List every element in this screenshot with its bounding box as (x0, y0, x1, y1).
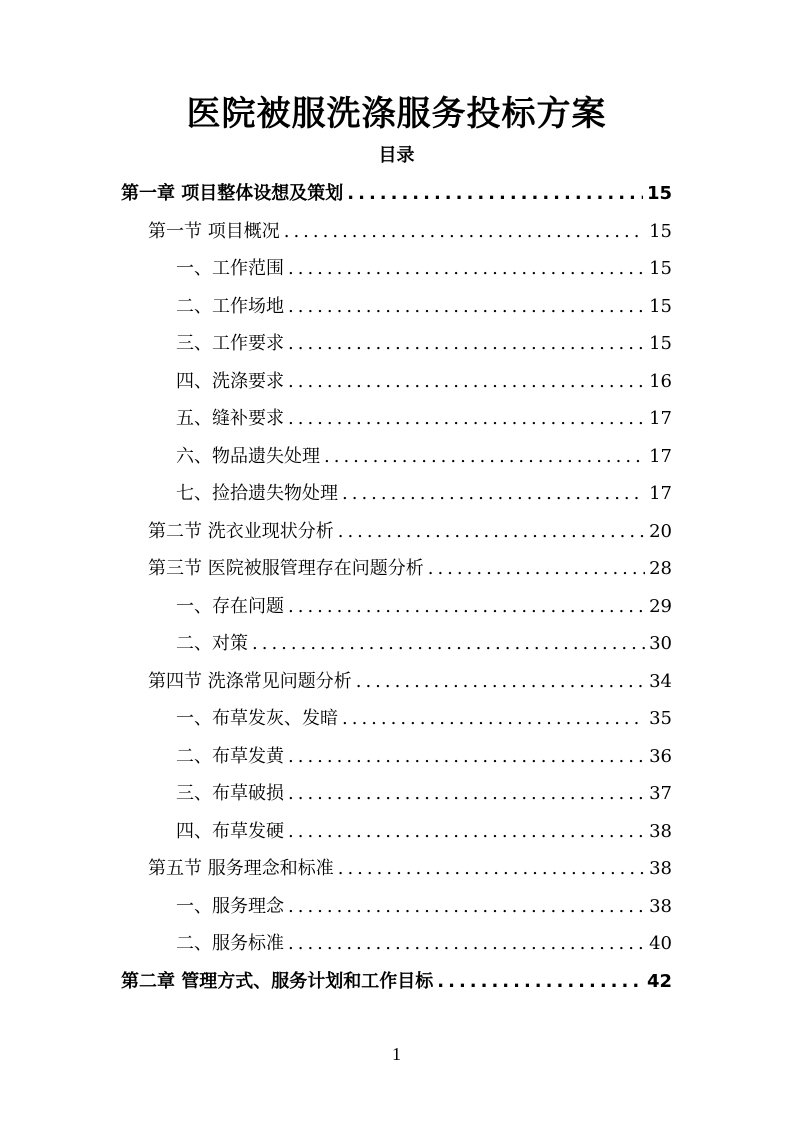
toc-dot-leader (342, 475, 645, 512)
toc-entry-page-number: 42 (646, 970, 672, 992)
toc-entry-label: 第二章 管理方式、服务计划和工作目标 (121, 970, 434, 992)
toc-entry[interactable] (176, 775, 672, 812)
toc-entry-page-number: 20 (649, 520, 672, 542)
toc-entry-label: 第五节 服务理念和标准 (148, 858, 334, 879)
toc-entry-label: 一、存在问题 (176, 595, 284, 617)
toc-entry-page-number: 29 (649, 595, 672, 617)
toc-dot-leader (284, 213, 645, 250)
toc-dot-leader (252, 625, 645, 662)
toc-entry-label: 二、服务标准 (176, 933, 284, 954)
toc-entry[interactable] (176, 738, 672, 775)
toc-entry[interactable] (176, 250, 672, 287)
toc-dot-leader (324, 438, 645, 475)
toc-entry-page-number: 36 (649, 745, 672, 767)
toc-entry-label: 四、洗涤要求 (176, 370, 284, 392)
toc-entry[interactable] (148, 550, 672, 587)
toc-dot-leader (338, 513, 645, 550)
toc-entry[interactable] (148, 513, 672, 550)
toc-entry[interactable] (176, 325, 672, 362)
toc-dot-leader (288, 288, 645, 325)
document-title: 医院被服洗涤服务投标方案 (186, 94, 607, 134)
toc-entry[interactable] (148, 213, 672, 250)
toc-entry[interactable] (121, 175, 672, 212)
toc-dot-leader (288, 588, 645, 625)
toc-entry[interactable] (176, 475, 672, 512)
toc-entry[interactable] (121, 963, 672, 1000)
toc-dot-leader (288, 400, 645, 437)
toc-dot-leader (347, 175, 643, 212)
toc-entry[interactable] (176, 700, 672, 737)
toc-entry[interactable] (176, 588, 672, 625)
page-number: 1 (392, 1044, 401, 1064)
toc-entry-page-number: 15 (646, 183, 672, 204)
toc-entry-page-number: 38 (649, 820, 672, 842)
toc-entry-page-number: 37 (649, 783, 672, 804)
toc-heading: 目录 (378, 145, 415, 166)
toc-entry-label: 第三节 医院被服管理存在问题分析 (148, 558, 424, 579)
toc-entry[interactable] (148, 663, 672, 700)
toc-dot-leader (356, 663, 645, 700)
toc-dot-leader (288, 813, 645, 850)
toc-dot-leader (288, 363, 645, 400)
toc-entry-page-number: 30 (649, 633, 672, 654)
toc-entry-page-number: 15 (649, 220, 672, 242)
toc-entry-label: 七、捡拾遗失物处理 (176, 483, 338, 504)
toc-dot-leader (288, 250, 645, 287)
toc-entry[interactable] (148, 850, 672, 887)
toc-entry[interactable] (176, 438, 672, 475)
toc-entry-label: 五、缝补要求 (176, 408, 284, 429)
toc-entry[interactable] (176, 625, 672, 662)
toc-entry-label: 第一章 项目整体设想及策划 (121, 183, 344, 204)
toc-entry-page-number: 17 (649, 483, 672, 504)
toc-entry[interactable] (176, 288, 672, 325)
toc-entry-page-number: 15 (649, 295, 672, 317)
toc-entry-page-number: 28 (649, 558, 672, 579)
toc-entry-page-number: 17 (649, 408, 672, 429)
toc-dot-leader (437, 963, 643, 1000)
toc-entry-label: 二、对策 (176, 633, 248, 654)
toc-entry[interactable] (176, 363, 672, 400)
toc-entry-label: 一、服务理念 (176, 895, 284, 917)
toc-entry[interactable] (176, 813, 672, 850)
toc-dot-leader (428, 550, 645, 587)
toc-dot-leader (288, 888, 645, 925)
toc-entry-label: 四、布草发硬 (176, 820, 284, 842)
toc-entry-label: 二、布草发黄 (176, 745, 284, 767)
toc-entry[interactable] (176, 925, 672, 962)
toc-entry-page-number: 40 (649, 933, 672, 954)
toc-dot-leader (288, 775, 645, 812)
toc-dot-leader (338, 850, 645, 887)
toc-entry-label: 二、工作场地 (176, 295, 284, 317)
toc-entry-label: 一、布草发灰、发暗 (176, 708, 338, 729)
toc-entry-page-number: 38 (649, 858, 672, 879)
toc-entry-page-number: 15 (649, 258, 672, 279)
toc-entry-label: 第四节 洗涤常见问题分析 (148, 670, 352, 692)
toc-entry-label: 六、物品遗失处理 (176, 445, 320, 467)
toc-entry-page-number: 15 (649, 333, 672, 354)
toc-dot-leader (342, 700, 645, 737)
toc-entry-label: 三、布草破损 (176, 783, 284, 804)
toc-dot-leader (288, 925, 645, 962)
toc-entry-label: 第一节 项目概况 (148, 220, 280, 242)
toc-entry-page-number: 17 (649, 445, 672, 467)
toc-dot-leader (288, 738, 645, 775)
toc-entry[interactable] (176, 400, 672, 437)
toc-entry-page-number: 16 (649, 370, 672, 392)
toc-entry-page-number: 38 (649, 895, 672, 917)
toc-entry-label: 第二节 洗衣业现状分析 (148, 520, 334, 542)
toc-entry[interactable] (176, 888, 672, 925)
toc-entry-page-number: 34 (649, 670, 672, 692)
toc-entry-label: 一、工作范围 (176, 258, 284, 279)
toc-entry-label: 三、工作要求 (176, 333, 284, 354)
toc-dot-leader (288, 325, 645, 362)
toc-entry-page-number: 35 (649, 708, 672, 729)
